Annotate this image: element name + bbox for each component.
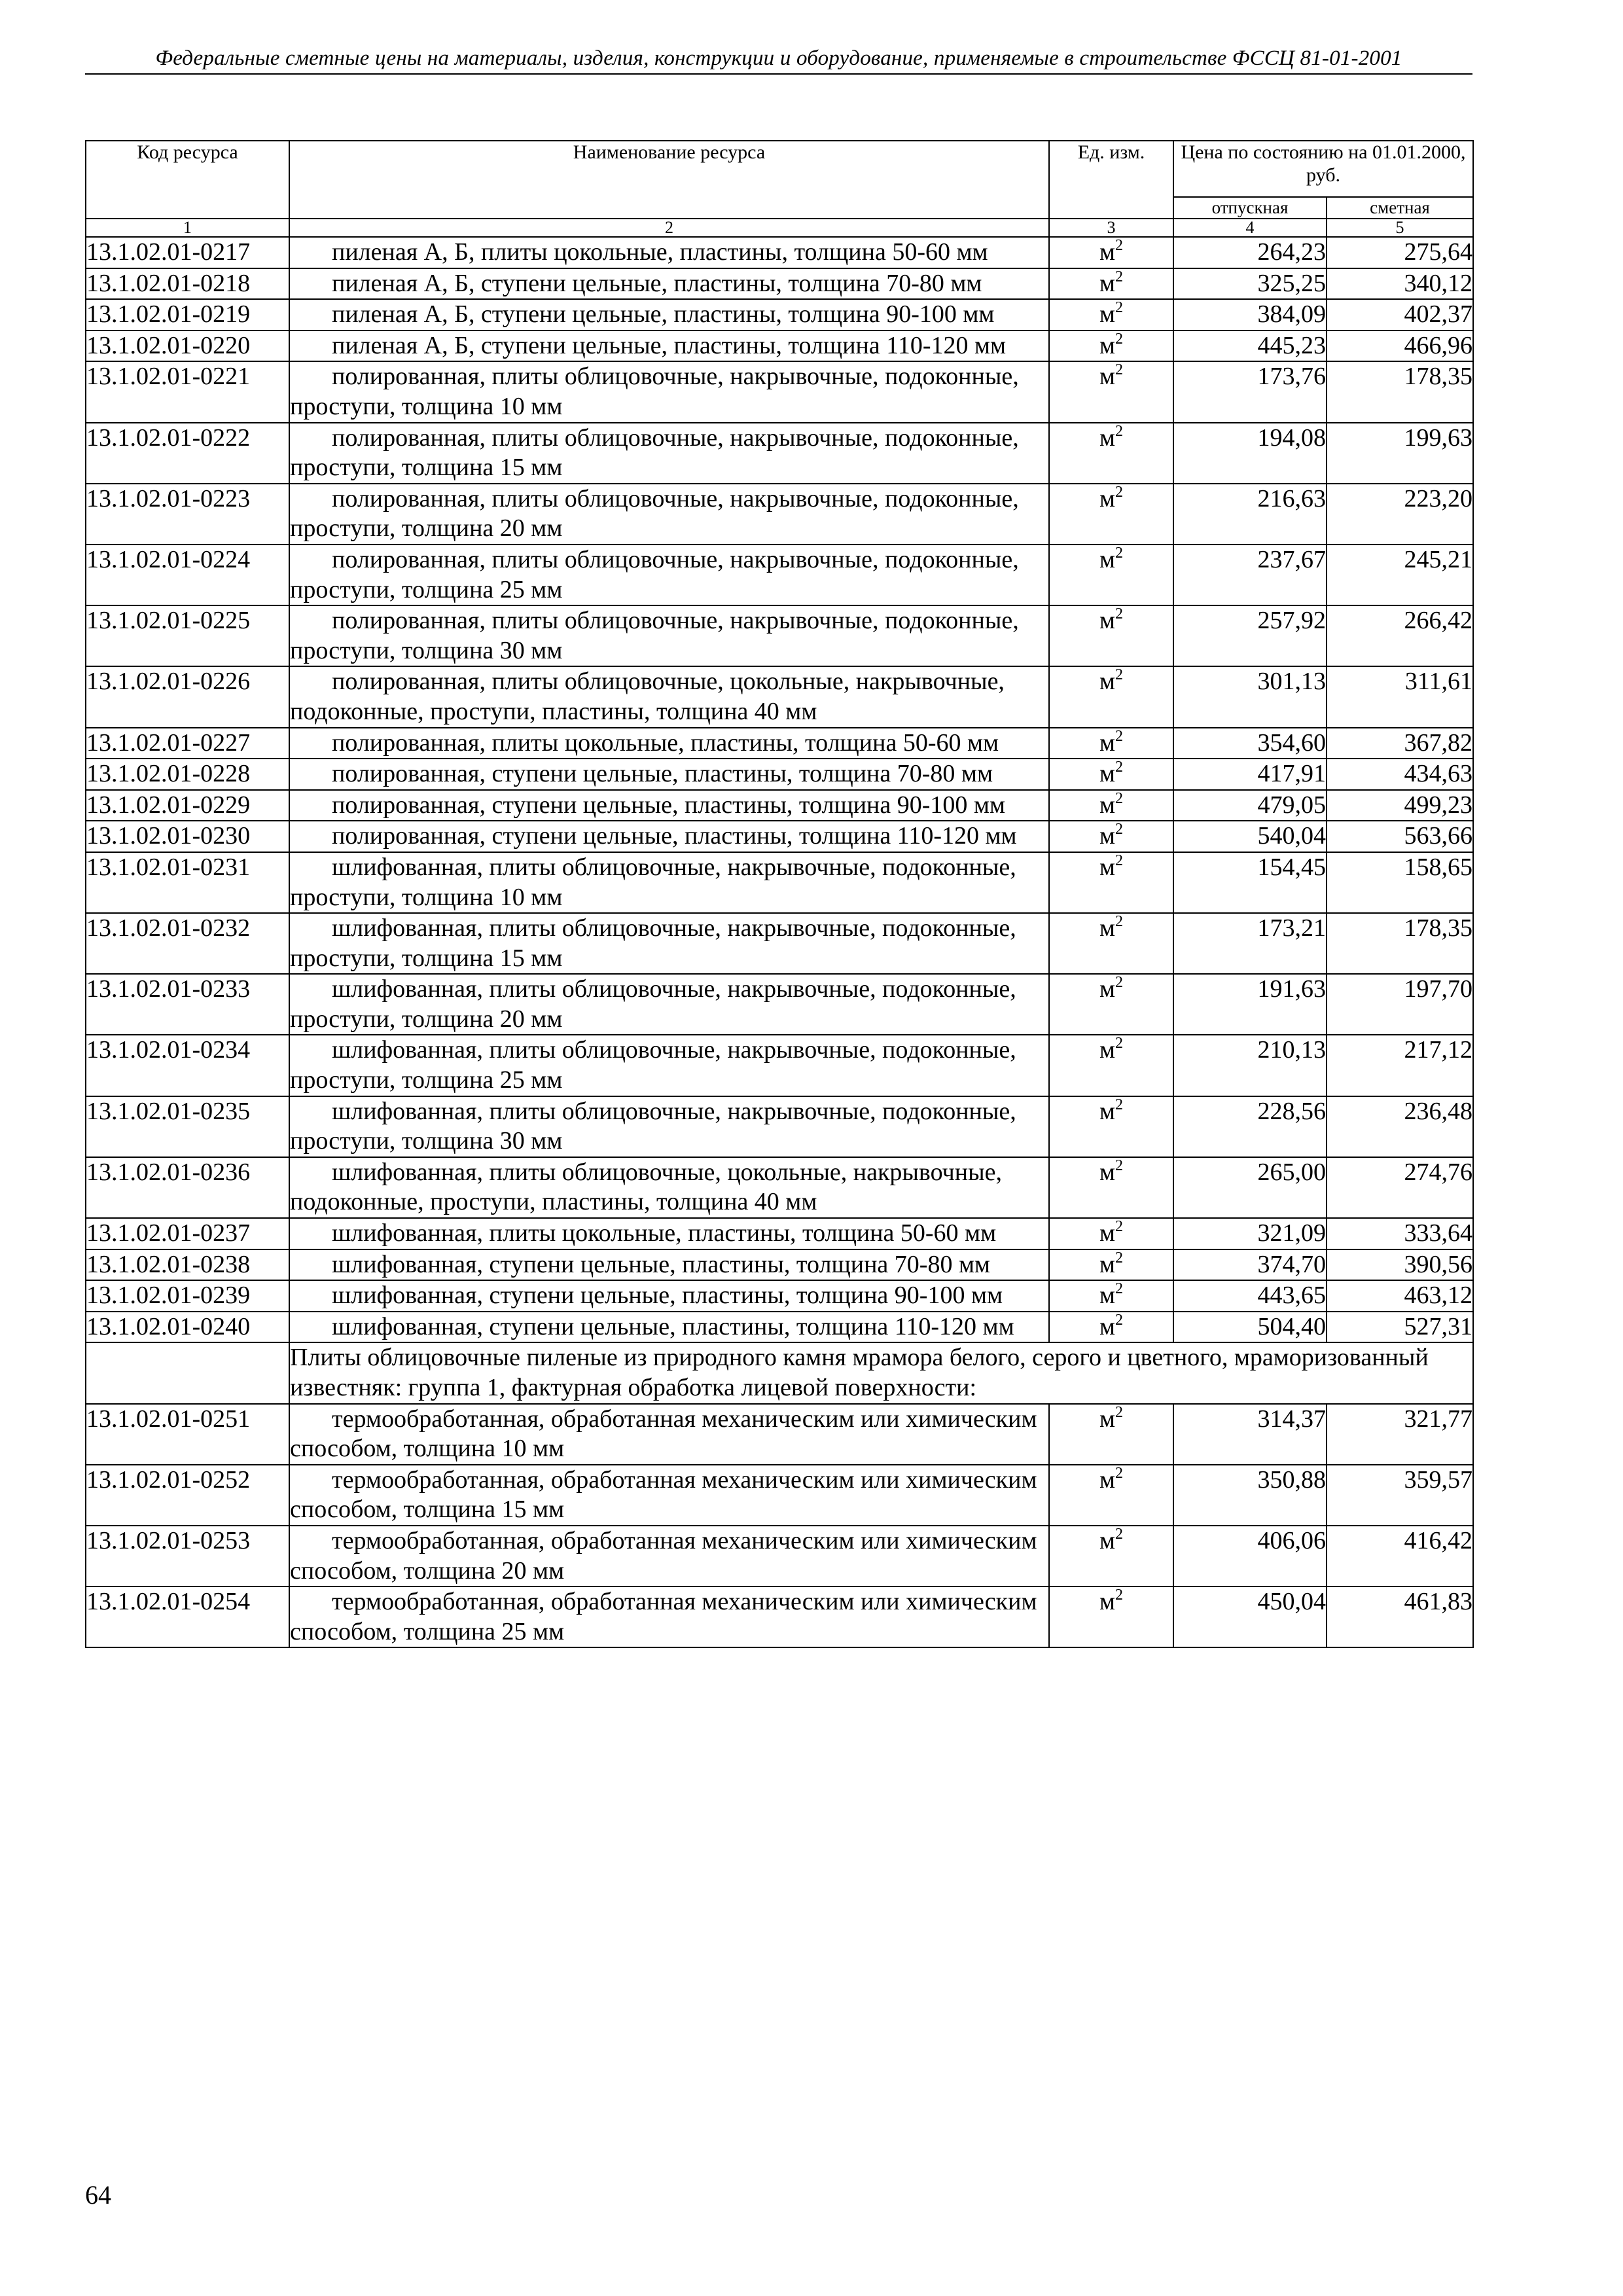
unit — [1049, 605, 1173, 666]
unit — [1049, 1035, 1173, 1096]
unit-base: м — [1099, 300, 1116, 329]
resource-code: 13.1.02.01-0236 — [86, 1157, 289, 1218]
table-row — [86, 331, 1473, 362]
resource-code: 13.1.02.01-0219 — [86, 299, 289, 331]
resource-name: полированная, плиты облицовочные, накрывочные, подоконные, проступи, толщина 30 мм — [289, 605, 1049, 666]
unit-power: 2 — [1115, 299, 1124, 317]
resource-code: 13.1.02.01-0251 — [86, 1404, 289, 1465]
unit-power: 2 — [1115, 1096, 1124, 1113]
price-estimate: 217,12 — [1327, 1035, 1473, 1096]
resource-code: 13.1.02.01-0224 — [86, 545, 289, 605]
unit — [1049, 331, 1173, 362]
price-release: 374,70 — [1173, 1249, 1327, 1281]
resource-code: 13.1.02.01-0225 — [86, 605, 289, 666]
table-row — [86, 1218, 1473, 1249]
unit-power: 2 — [1115, 1587, 1124, 1604]
unit — [1049, 1404, 1173, 1465]
price-release: 479,05 — [1173, 790, 1327, 821]
unit — [1049, 790, 1173, 821]
unit — [1049, 268, 1173, 300]
price-release: 417,91 — [1173, 759, 1327, 790]
table-row — [86, 237, 1473, 268]
resource-code: 13.1.02.01-0228 — [86, 759, 289, 790]
unit-power: 2 — [1115, 1311, 1124, 1329]
resource-code: 13.1.02.01-0230 — [86, 821, 289, 852]
price-release: 321,09 — [1173, 1218, 1327, 1249]
table-row — [86, 484, 1473, 545]
resource-name: шлифованная, плиты облицовочные, накрывочные, подоконные, проступи, толщина 20 мм — [289, 974, 1049, 1035]
resource-name: шлифованная, плиты цокольные, пластины, толщина 50-60 мм — [289, 1218, 1049, 1249]
unit — [1049, 1526, 1173, 1587]
unit — [1049, 728, 1173, 759]
price-estimate: 463,12 — [1327, 1280, 1473, 1312]
table-row — [86, 1096, 1473, 1157]
resource-name: шлифованная, ступени цельные, пластины, толщина 70-80 мм — [289, 1249, 1049, 1281]
price-release: 154,45 — [1173, 852, 1327, 913]
resource-code: 13.1.02.01-0232 — [86, 913, 289, 974]
unit-power: 2 — [1115, 913, 1124, 931]
header-rule — [85, 73, 1472, 75]
unit-power: 2 — [1115, 237, 1124, 255]
resource-name: пиленая А, Б, ступени цельные, пластины, толщина 70-80 мм — [289, 268, 1049, 300]
unit — [1049, 299, 1173, 331]
resource-code: 13.1.02.01-0238 — [86, 1249, 289, 1281]
unit-base: м — [1099, 1158, 1116, 1186]
unit-base: м — [1099, 1465, 1116, 1494]
unit — [1049, 1280, 1173, 1312]
col-header-name: Наименование ресурса — [289, 141, 1049, 219]
price-release: 216,63 — [1173, 484, 1327, 545]
resource-name: полированная, плиты облицовочные, накрывочные, подоконные, проступи, толщина 15 мм — [289, 423, 1049, 484]
unit-base: м — [1099, 728, 1116, 757]
unit-power: 2 — [1115, 422, 1124, 440]
resource-code: 13.1.02.01-0227 — [86, 728, 289, 759]
price-release: 173,21 — [1173, 913, 1327, 974]
price-release: 173,76 — [1173, 361, 1327, 422]
resource-name: полированная, плиты облицовочные, накрывочные, подоконные, проступи, толщина 10 мм — [289, 361, 1049, 422]
unit-power: 2 — [1115, 789, 1124, 807]
resource-name: шлифованная, ступени цельные, пластины, толщина 90-100 мм — [289, 1280, 1049, 1312]
unit — [1049, 1249, 1173, 1281]
unit-base: м — [1099, 791, 1116, 819]
price-release: 450,04 — [1173, 1587, 1327, 1647]
unit — [1049, 1465, 1173, 1526]
price-estimate: 367,82 — [1327, 728, 1473, 759]
table-row — [86, 1157, 1473, 1218]
resource-code: 13.1.02.01-0222 — [86, 423, 289, 484]
unit-base: м — [1099, 238, 1116, 266]
resource-code: 13.1.02.01-0237 — [86, 1218, 289, 1249]
table-row — [86, 821, 1473, 852]
table-row — [86, 1465, 1473, 1526]
unit — [1049, 545, 1173, 605]
unit-power: 2 — [1115, 605, 1124, 623]
resource-name: пиленая А, Б, ступени цельные, пластины, толщина 90-100 мм — [289, 299, 1049, 331]
resource-code: 13.1.02.01-0231 — [86, 852, 289, 913]
resource-name: шлифованная, ступени цельные, пластины, толщина 110-120 мм — [289, 1312, 1049, 1343]
price-release: 194,08 — [1173, 423, 1327, 484]
price-estimate: 266,42 — [1327, 605, 1473, 666]
unit-power: 2 — [1115, 1157, 1124, 1174]
table-row — [86, 268, 1473, 300]
table-row — [86, 1587, 1473, 1647]
resource-code: 13.1.02.01-0226 — [86, 666, 289, 727]
resource-code: 13.1.02.01-0233 — [86, 974, 289, 1035]
unit-power: 2 — [1115, 666, 1124, 684]
price-release: 257,92 — [1173, 605, 1327, 666]
unit-base: м — [1099, 363, 1116, 391]
resource-code: 13.1.02.01-0221 — [86, 361, 289, 422]
section-heading: Плиты облицовочные пиленые из природного камня мрамора белого, серого и цветного, мраморизованный известняк: группа 1, фактурная обработка лицевой поверхности: — [289, 1342, 1473, 1403]
table-row — [86, 299, 1473, 331]
table-row — [86, 1404, 1473, 1465]
resource-code: 13.1.02.01-0239 — [86, 1280, 289, 1312]
unit — [1049, 913, 1173, 974]
resource-code: 13.1.02.01-0240 — [86, 1312, 289, 1343]
unit — [1049, 852, 1173, 913]
unit-power: 2 — [1115, 544, 1124, 562]
table-row — [86, 1035, 1473, 1096]
column-number: 3 — [1049, 219, 1173, 237]
price-release: 354,60 — [1173, 728, 1327, 759]
price-estimate: 158,65 — [1327, 852, 1473, 913]
unit-power: 2 — [1115, 1403, 1124, 1421]
resource-name: полированная, плиты цокольные, пластины, толщина 50-60 мм — [289, 728, 1049, 759]
resource-code: 13.1.02.01-0253 — [86, 1526, 289, 1587]
table-row — [86, 1280, 1473, 1312]
price-estimate: 274,76 — [1327, 1157, 1473, 1218]
price-release: 384,09 — [1173, 299, 1327, 331]
table-row — [86, 913, 1473, 974]
resource-code: 13.1.02.01-0252 — [86, 1465, 289, 1526]
resource-name: полированная, плиты облицовочные, цокольные, накрывочные, подоконные, проступи, пластины, толщина 40 мм — [289, 666, 1049, 727]
resource-name: пиленая А, Б, плиты цокольные, пластины, толщина 50-60 мм — [289, 237, 1049, 268]
resource-name: полированная, плиты облицовочные, накрывочные, подоконные, проступи, толщина 25 мм — [289, 545, 1049, 605]
unit-base: м — [1099, 760, 1116, 788]
price-estimate: 461,83 — [1327, 1587, 1473, 1647]
section-heading-body — [86, 1342, 1473, 1403]
table-row — [86, 361, 1473, 422]
unit-base: м — [1099, 1526, 1116, 1554]
unit-power: 2 — [1115, 821, 1124, 838]
unit-base: м — [1099, 1588, 1116, 1616]
unit-base: м — [1099, 853, 1116, 881]
unit-base: м — [1099, 423, 1116, 452]
resource-name: полированная, плиты облицовочные, накрывочные, подоконные, проступи, толщина 20 мм — [289, 484, 1049, 545]
unit-base: м — [1099, 1405, 1116, 1433]
price-estimate: 245,21 — [1327, 545, 1473, 605]
unit — [1049, 423, 1173, 484]
table-row — [86, 1526, 1473, 1587]
unit-power: 2 — [1115, 974, 1124, 992]
table-body-group-b — [86, 1404, 1473, 1648]
unit-power: 2 — [1115, 1035, 1124, 1052]
table-row — [86, 666, 1473, 727]
unit-base: м — [1099, 269, 1116, 297]
resource-code: 13.1.02.01-0220 — [86, 331, 289, 362]
unit-base: м — [1099, 607, 1116, 635]
resource-name: шлифованная, плиты облицовочные, цокольные, накрывочные, подоконные, проступи, пластины, толщина 40 мм — [289, 1157, 1049, 1218]
unit — [1049, 1157, 1173, 1218]
table-body-group-a — [86, 237, 1473, 1342]
column-number: 4 — [1173, 219, 1327, 237]
unit-power: 2 — [1115, 727, 1124, 745]
price-release: 314,37 — [1173, 1404, 1327, 1465]
price-estimate: 178,35 — [1327, 913, 1473, 974]
price-estimate: 178,35 — [1327, 361, 1473, 422]
price-estimate: 311,61 — [1327, 666, 1473, 727]
table-row — [86, 790, 1473, 821]
price-estimate: 466,96 — [1327, 331, 1473, 362]
price-release: 237,67 — [1173, 545, 1327, 605]
price-estimate: 499,23 — [1327, 790, 1473, 821]
column-number: 1 — [86, 219, 289, 237]
price-release: 264,23 — [1173, 237, 1327, 268]
price-estimate: 236,48 — [1327, 1096, 1473, 1157]
resource-name: пиленая А, Б, ступени цельные, пластины, толщина 110-120 мм — [289, 331, 1049, 362]
resource-code: 13.1.02.01-0235 — [86, 1096, 289, 1157]
price-release: 540,04 — [1173, 821, 1327, 852]
resource-code: 13.1.02.01-0223 — [86, 484, 289, 545]
unit-power: 2 — [1115, 483, 1124, 501]
table-row — [86, 1312, 1473, 1343]
price-estimate: 390,56 — [1327, 1249, 1473, 1281]
price-release: 265,00 — [1173, 1157, 1327, 1218]
price-estimate: 197,70 — [1327, 974, 1473, 1035]
price-estimate: 340,12 — [1327, 268, 1473, 300]
unit-power: 2 — [1115, 852, 1124, 869]
resource-code: 13.1.02.01-0218 — [86, 268, 289, 300]
price-release: 210,13 — [1173, 1035, 1327, 1096]
table-row — [86, 974, 1473, 1035]
price-release: 325,25 — [1173, 268, 1327, 300]
unit-base: м — [1099, 914, 1116, 942]
unit — [1049, 361, 1173, 422]
unit-power: 2 — [1115, 1218, 1124, 1236]
unit-base: м — [1099, 822, 1116, 850]
unit-base: м — [1099, 1036, 1116, 1064]
resource-name: термообработанная, обработанная механическим или химическим способом, толщина 10 мм — [289, 1404, 1049, 1465]
column-number: 2 — [289, 219, 1049, 237]
unit-power: 2 — [1115, 759, 1124, 776]
table-row — [86, 728, 1473, 759]
resource-code: 13.1.02.01-0254 — [86, 1587, 289, 1647]
unit — [1049, 484, 1173, 545]
price-release: 191,63 — [1173, 974, 1327, 1035]
col-header-unit: Ед. изм. — [1049, 141, 1173, 219]
unit-base: м — [1099, 1282, 1116, 1310]
resource-code: 13.1.02.01-0234 — [86, 1035, 289, 1096]
unit-base: м — [1099, 1219, 1116, 1247]
price-estimate: 563,66 — [1327, 821, 1473, 852]
unit-base: м — [1099, 975, 1116, 1003]
price-estimate: 527,31 — [1327, 1312, 1473, 1343]
unit — [1049, 1587, 1173, 1647]
resource-name: шлифованная, плиты облицовочные, накрывочные, подоконные, проступи, толщина 30 мм — [289, 1096, 1049, 1157]
unit — [1049, 1096, 1173, 1157]
unit-power: 2 — [1115, 268, 1124, 285]
section-heading-row — [86, 1342, 1473, 1403]
unit-power: 2 — [1115, 1525, 1124, 1543]
price-estimate: 321,77 — [1327, 1404, 1473, 1465]
resource-name: термообработанная, обработанная механическим или химическим способом, толщина 20 мм — [289, 1526, 1049, 1587]
resource-name: термообработанная, обработанная механическим или химическим способом, толщина 25 мм — [289, 1587, 1049, 1647]
unit-power: 2 — [1115, 1249, 1124, 1266]
column-numbers-row — [86, 219, 1473, 237]
unit-base: м — [1099, 668, 1116, 696]
unit — [1049, 237, 1173, 268]
table-row — [86, 605, 1473, 666]
unit — [1049, 974, 1173, 1035]
table-row — [86, 852, 1473, 913]
unit-base: м — [1099, 1097, 1116, 1125]
price-release: 443,65 — [1173, 1280, 1327, 1312]
page-number: 64 — [85, 2180, 111, 2210]
price-estimate: 275,64 — [1327, 237, 1473, 268]
resource-name: полированная, ступени цельные, пластины, толщина 70-80 мм — [289, 759, 1049, 790]
unit-power: 2 — [1115, 1464, 1124, 1482]
table-row — [86, 759, 1473, 790]
resource-name: полированная, ступени цельные, пластины, толщина 90-100 мм — [289, 790, 1049, 821]
unit — [1049, 1218, 1173, 1249]
table-row — [86, 545, 1473, 605]
price-estimate: 434,63 — [1327, 759, 1473, 790]
unit-base: м — [1099, 1250, 1116, 1278]
resource-name: полированная, ступени цельные, пластины, толщина 110-120 мм — [289, 821, 1049, 852]
price-release: 228,56 — [1173, 1096, 1327, 1157]
col-header-price-estimate: сметная — [1327, 197, 1473, 219]
price-estimate: 359,57 — [1327, 1465, 1473, 1526]
resource-name: шлифованная, плиты облицовочные, накрывочные, подоконные, проступи, толщина 10 мм — [289, 852, 1049, 913]
price-release: 406,06 — [1173, 1526, 1327, 1587]
unit-power: 2 — [1115, 330, 1124, 348]
resource-code: 13.1.02.01-0217 — [86, 237, 289, 268]
resource-code: 13.1.02.01-0229 — [86, 790, 289, 821]
col-header-price-group: Цена по состоянию на 01.01.2000, руб. — [1173, 141, 1473, 197]
price-table — [85, 140, 1474, 1648]
unit — [1049, 759, 1173, 790]
table-row — [86, 1249, 1473, 1281]
table-row — [86, 423, 1473, 484]
unit-base: м — [1099, 545, 1116, 573]
price-estimate: 402,37 — [1327, 299, 1473, 331]
unit — [1049, 1312, 1173, 1343]
col-header-code: Код ресурса — [86, 141, 289, 219]
price-release: 350,88 — [1173, 1465, 1327, 1526]
price-release: 504,40 — [1173, 1312, 1327, 1343]
resource-name: шлифованная, плиты облицовочные, накрывочные, подоконные, проступи, толщина 15 мм — [289, 913, 1049, 974]
column-number: 5 — [1327, 219, 1473, 237]
price-estimate: 333,64 — [1327, 1218, 1473, 1249]
price-estimate: 223,20 — [1327, 484, 1473, 545]
resource-name: шлифованная, плиты облицовочные, накрывочные, подоконные, проступи, толщина 25 мм — [289, 1035, 1049, 1096]
price-estimate: 199,63 — [1327, 423, 1473, 484]
unit — [1049, 821, 1173, 852]
unit-base: м — [1099, 484, 1116, 512]
unit-power: 2 — [1115, 1280, 1124, 1298]
price-release: 445,23 — [1173, 331, 1327, 362]
price-estimate: 416,42 — [1327, 1526, 1473, 1587]
unit-base: м — [1099, 1312, 1116, 1340]
unit — [1049, 666, 1173, 727]
unit-power: 2 — [1115, 361, 1124, 379]
resource-name: термообработанная, обработанная механическим или химическим способом, толщина 15 мм — [289, 1465, 1049, 1526]
price-release: 301,13 — [1173, 666, 1327, 727]
unit-base: м — [1099, 331, 1116, 359]
running-header: Федеральные сметные цены на материалы, изделия, конструкции и оборудование, применяемые в строительстве ФССЦ 81-01-2001 — [155, 46, 1402, 70]
col-header-price-release: отпускная — [1173, 197, 1327, 219]
